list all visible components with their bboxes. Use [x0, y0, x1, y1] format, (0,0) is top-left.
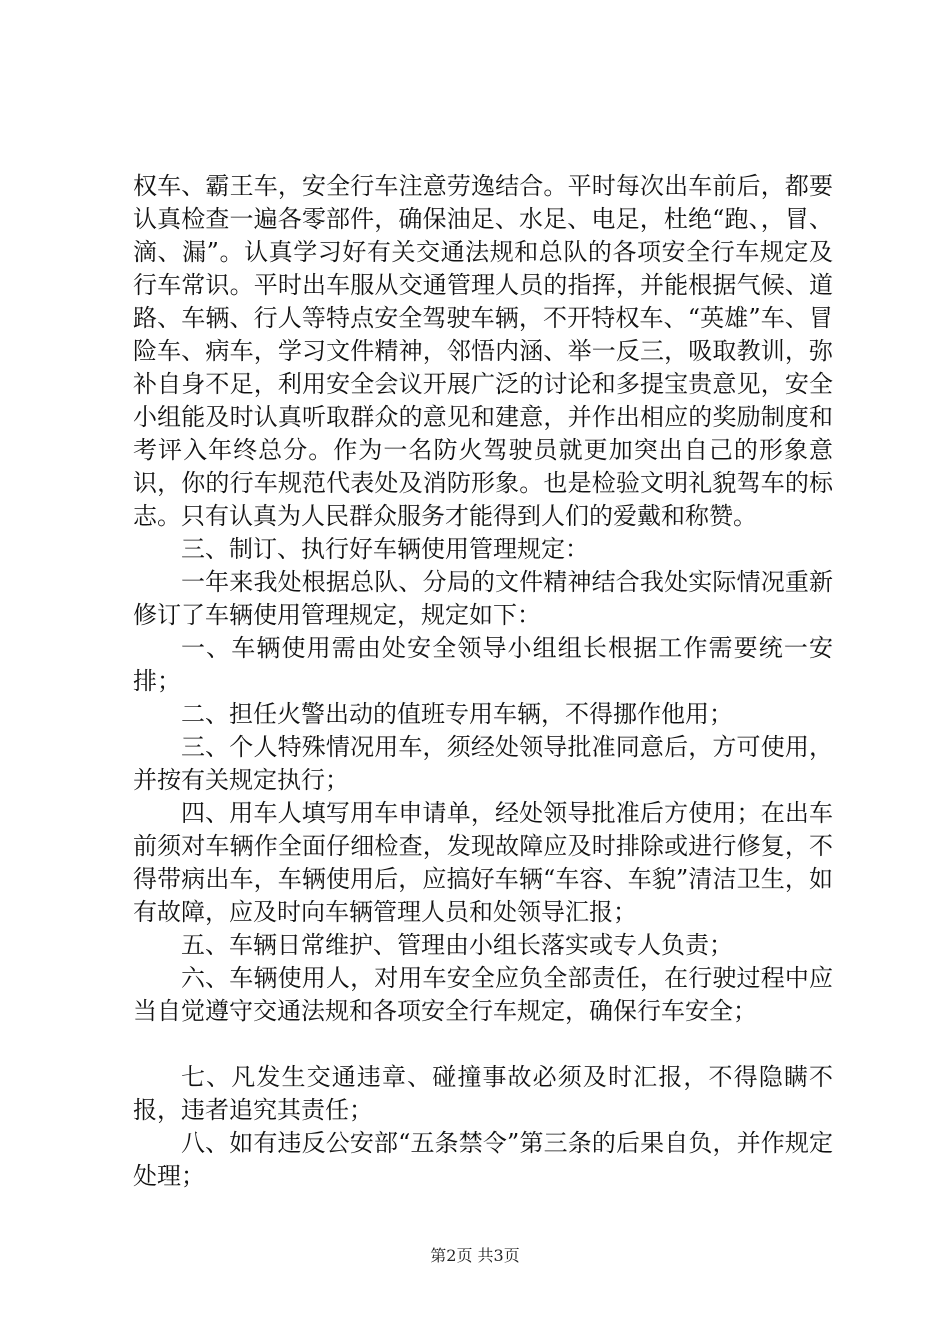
rule-item-1: 一、车辆使用需由处安全领导小组组长根据工作需要统一安排；: [133, 634, 833, 695]
paragraph-safety-driving: 权车、霸王车，安全行车注意劳逸结合。平时每次出车前后，都要认真检查一遍各零部件，确保油足、水足、电足，杜绝“跑、，冒、滴、漏”。认真学习好有关交通法规和总队的各项安全行车规定及行车常识。平时出车服从交通管理人员的指挥，并能根据气候、道路、车辆、行人等特点安全驾驶车辆，不开特权车、“英雄”车、冒险车、病车，学习文件精神，邻悟内涵、举一反三，吸取教训，弥补自身不足，利用安全会议开展广泛的讨论和多提宝贵意见，安全小组能及时认真听取群众的意见和建意，并作出相应的奖励制度和考评入年终总分。作为一名防火驾驶员就更加突出自己的形象意识，你的行车规范代表处及消防形象。也是检验文明礼貌驾车的标志。只有认真为人民群众服务才能得到人们的爱戴和称赞。: [133, 172, 833, 530]
rule-item-8: 八、如有违反公安部“五条禁令”第三条的后果自负，并作规定处理；: [133, 1129, 833, 1190]
rule-item-6: 六、车辆使用人，对用车安全应负全部责任，在行驶过程中应当自觉遵守交通法规和各项安全行车规定，确保行车安全；: [133, 964, 833, 1025]
rule-item-5: 五、车辆日常维护、管理由小组长落实或专人负责；: [181, 931, 733, 959]
rule-item-3: 三、个人特殊情况用车，须经处领导批准同意后，方可使用，并按有关规定执行；: [133, 733, 833, 794]
rule-item-4: 四、用车人填写用车申请单，经处领导批准后方使用；在出车前须对车辆作全面仔细检查，发现故障应及时排除或进行修复，不得带病出车，车辆使用后，应搞好车辆“车容、车貌”清洁卫生，如有故障，应及时向车辆管理人员和处领导汇报；: [133, 799, 833, 926]
paragraph-rules-intro: 一年来我处根据总队、分局的文件精神结合我处实际情况重新修订了车辆使用管理规定，规定如下：: [133, 568, 833, 629]
rule-item-2: 二、担任火警出动的值班专用车辆，不得挪作他用；: [181, 700, 733, 728]
section-heading-vehicle-rules: 三、制订、执行好车辆使用管理规定：: [181, 535, 589, 563]
rule-item-7: 七、凡发生交通违章、碰撞事故必须及时汇报，不得隐瞒不报，违者追究其责任；: [133, 1063, 833, 1124]
page-number-footer: 第2页 共3页: [430, 1246, 520, 1265]
document-body: [133, 170, 833, 1193]
